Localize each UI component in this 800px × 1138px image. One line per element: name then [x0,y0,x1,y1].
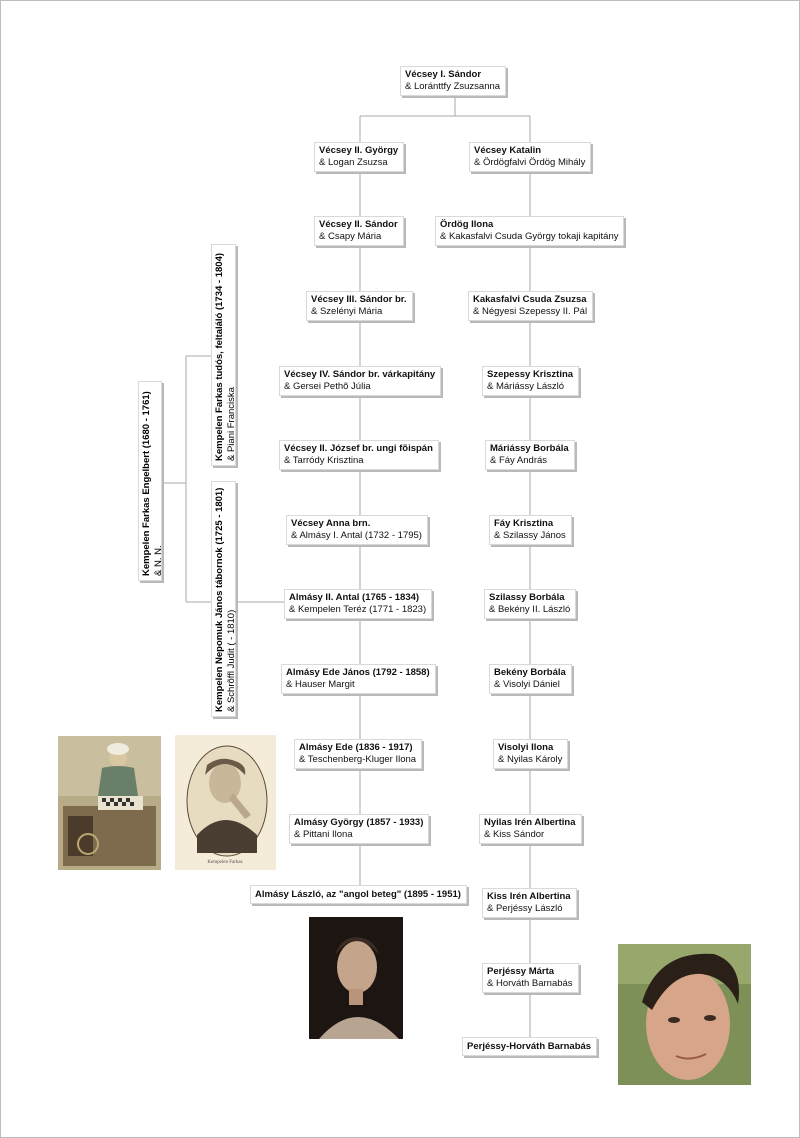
kempelen-father-box [138,381,162,581]
perjessy-horvath-box [462,1037,597,1056]
left-person-9 [294,739,422,769]
person-name: Nyilas Irén Albertina [484,817,576,828]
right-person-9 [493,739,568,769]
person-name: Kempelen Nepomuk János tábornok (1725 - 1801) [214,487,225,712]
spouse-name: & Hauser Margit [286,679,355,690]
root-person-box [400,66,506,96]
svg-text:Kempelen Farkas: Kempelen Farkas [207,860,243,865]
spouse-name: & Szilassy János [494,530,566,541]
spouse-name: & Almásy I. Antal (1732 - 1795) [291,530,422,541]
spouse-name: & Fáy András [490,455,548,466]
left-person-4 [279,366,441,396]
left-person-5 [279,440,439,470]
person-name: Perjéssy Márta [487,966,555,977]
left-person-8 [281,664,436,694]
kempelen-inventor-box [211,244,236,466]
spouse-name: & Kakasfalvi Csuda György tokaji kapitány [440,231,619,242]
right-person-5 [485,440,575,470]
person-name: Szepessy Krisztina [487,369,574,380]
left-person-7 [284,589,432,619]
person-name: Vécsey Anna brn. [291,518,371,529]
spouse-name: & Visolyi Dániel [494,679,560,690]
spouse-name: & Bekény II. László [489,604,571,615]
person-name: Almásy II. Antal (1765 - 1834) [289,592,420,603]
right-person-10 [479,814,582,844]
person-name: Kakasfalvi Csuda Zsuzsa [473,294,587,305]
person-name: Kempelen Farkas Engelbert (1680 - 1761) [141,391,152,576]
right-person-7 [484,589,576,619]
left-person-6 [286,515,428,545]
person-name: Vécsey Katalin [474,145,542,156]
person-name: Szilassy Borbála [489,592,565,603]
left-person-1 [314,142,404,172]
spouse-name: & Ördögfalvi Ördög Mihály [474,157,586,168]
right-person-8 [489,664,572,694]
spouse-name: & Máriássy László [487,381,565,392]
person-name: Visolyi Ilona [498,742,554,753]
right-person-12 [482,963,579,993]
left-person-10 [289,814,429,844]
almasy-laszlo-box [250,885,467,904]
spouse-name: & Loránttfy Zsuzsanna [405,81,501,92]
person-name: Vécsey II. Sándor [319,219,398,230]
spouse-name: & Teschenberg-Kluger Ilona [299,754,417,765]
person-name: Vécsey IV. Sándor br. várkapitány [284,369,436,380]
spouse-name: & Csapy Mária [319,231,382,242]
person-name: Perjéssy-Horváth Barnabás [467,1041,592,1052]
spouse-name: & Kiss Sándor [484,829,545,840]
person-name: Almásy Ede (1836 - 1917) [299,742,413,753]
spouse-name: & Perjéssy László [487,903,563,914]
spouse-name: & Kempelen Teréz (1771 - 1823) [289,604,427,615]
spouse-name: & Tarródy Krisztina [284,455,364,466]
kempelen-portrait-image [175,735,276,870]
spouse-name: & Nyilas Károly [498,754,563,765]
spouse-name: & Schrõffl Judit ( - 1810) [226,609,237,712]
person-name: Bekény Borbála [494,667,566,678]
almasy-photo-image [309,917,403,1039]
spouse-name: & Pittani Ilona [294,829,353,840]
right-person-4 [482,366,579,396]
person-name: Almásy László, az "angol beteg" (1895 - 1951) [255,889,461,900]
spouse-name: & Piani Franciska [226,387,237,461]
person-name: Vécsey II. György [319,145,399,156]
right-person-1 [469,142,591,172]
spouse-name: & Logan Zsuzsa [319,157,388,168]
perjessy-photo-image [618,944,751,1085]
right-person-2 [435,216,624,246]
person-name: Almásy György (1857 - 1933) [294,817,424,828]
spouse-name: & N. N. [153,545,164,576]
person-name: Ördög Ilona [440,219,494,230]
spouse-name: & Gersei Pethõ Júlia [284,381,371,392]
person-name: Kiss Irén Albertina [487,891,571,902]
person-name: Almásy Ede János (1792 - 1858) [286,667,430,678]
left-person-2 [314,216,404,246]
person-name: Kempelen Farkas tudós, feltaláló (1734 - 1804) [214,252,225,461]
person-name: Fáy Krisztina [494,518,554,529]
right-person-11 [482,888,577,918]
spouse-name: & Szelényi Mária [311,306,383,317]
person-name: Máriássy Borbála [490,443,569,454]
person-name: Vécsey II. József br. ungi fõispán [284,443,433,454]
right-person-6 [489,515,572,545]
spouse-name: & Horváth Barnabás [487,978,573,989]
left-person-3 [306,291,413,321]
turk-illustration-image [58,736,161,870]
kempelen-general-box [211,481,236,717]
person-name: Vécsey I. Sándor [405,69,482,80]
person-name: Vécsey III. Sándor br. [311,294,407,305]
right-person-3 [468,291,593,321]
spouse-name: & Négyesi Szepessy II. Pál [473,306,588,317]
